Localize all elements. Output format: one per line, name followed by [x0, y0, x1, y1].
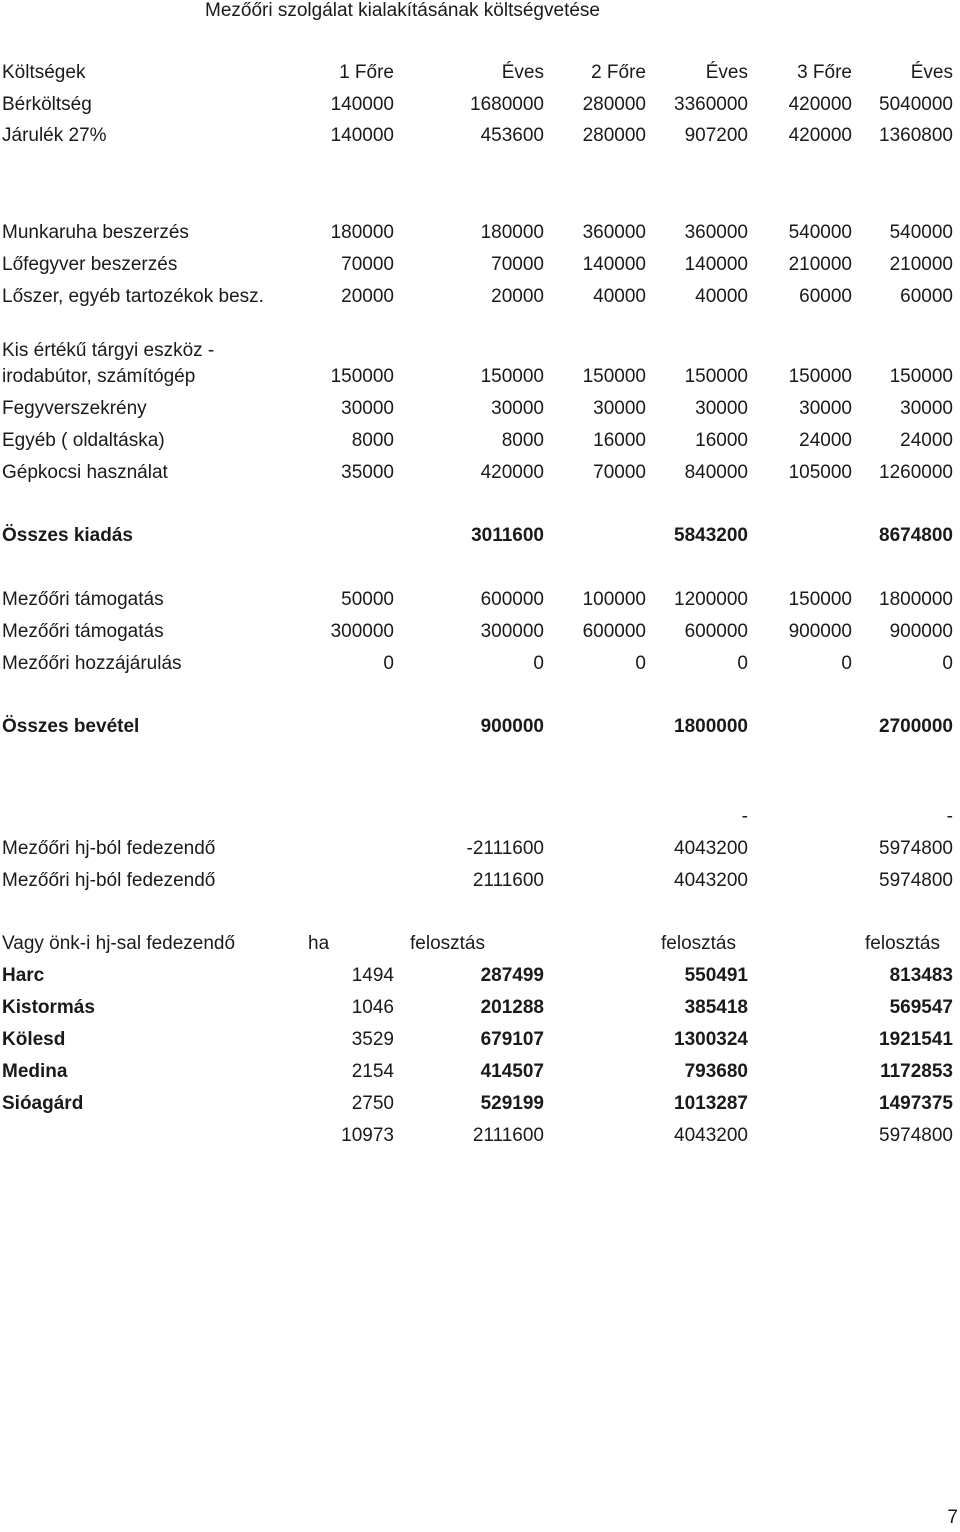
cell: 1046	[351, 997, 394, 1018]
cell: 907200	[684, 125, 748, 146]
table-row	[0, 1091, 960, 1117]
dash-row	[0, 804, 960, 830]
cell: 140000	[330, 125, 394, 146]
cell: 4043200	[674, 870, 748, 891]
header-cell: 1 Főre	[339, 62, 394, 83]
dash-mark: -	[741, 806, 748, 827]
cell: 2154	[351, 1061, 394, 1082]
cell: 1200000	[674, 589, 748, 610]
table-row	[0, 995, 960, 1021]
table-row	[0, 284, 960, 310]
cell: 529199	[480, 1093, 544, 1114]
cell: 5843200	[674, 525, 748, 546]
cell: 150000	[889, 366, 953, 387]
row-label: Harc	[2, 965, 45, 986]
total-income-row	[0, 714, 960, 740]
table-row	[0, 587, 960, 613]
cell: 0	[942, 653, 953, 674]
cell: 30000	[593, 398, 646, 419]
cell: 30000	[695, 398, 748, 419]
cell: 3011600	[471, 525, 544, 546]
cell: 2750	[351, 1093, 394, 1114]
row-label: Lőszer, egyéb tartozékok besz.	[2, 286, 264, 307]
cell: 180000	[330, 222, 394, 243]
table-header-row	[0, 60, 960, 86]
row-label: Lőfegyver beszerzés	[2, 254, 178, 275]
table-row	[0, 396, 960, 422]
cell: 16000	[695, 430, 748, 451]
cell: 4043200	[674, 1125, 748, 1146]
cell: 2111600	[472, 870, 544, 891]
table-row	[0, 1027, 960, 1053]
cell: 0	[841, 653, 852, 674]
cell: 280000	[582, 94, 646, 115]
table-row	[0, 651, 960, 677]
cell: 70000	[593, 462, 646, 483]
cell: 600000	[480, 589, 544, 610]
cell: 150000	[480, 366, 544, 387]
header-cell: Éves	[910, 62, 953, 83]
table-row	[0, 123, 960, 149]
cell: 360000	[684, 222, 748, 243]
cell: 50000	[341, 589, 394, 610]
header-cell: Költségek	[2, 62, 86, 83]
cell: 1800000	[674, 716, 748, 737]
cell: 210000	[889, 254, 953, 275]
cell: 287499	[480, 965, 544, 986]
row-label: Mezőőri hozzájárulás	[2, 653, 182, 674]
cell: 100000	[582, 589, 646, 610]
cell: 2111600	[472, 1125, 544, 1146]
table-row	[0, 619, 960, 645]
table-row	[0, 1059, 960, 1085]
cell: 385418	[684, 997, 748, 1018]
cell: 150000	[684, 366, 748, 387]
cell: 679107	[480, 1029, 544, 1050]
cell: 5040000	[879, 94, 953, 115]
row-label: Medina	[2, 1061, 68, 1082]
cell: 1497375	[879, 1093, 953, 1114]
cell: 180000	[480, 222, 544, 243]
cell: 30000	[799, 398, 852, 419]
cell: 900000	[889, 621, 953, 642]
row-label: Kölesd	[2, 1029, 66, 1050]
cell: 8000	[501, 430, 544, 451]
table-row	[0, 220, 960, 246]
row-label: Járulék 27%	[2, 125, 107, 146]
row-label: Sióagárd	[2, 1093, 84, 1114]
cell: 1013287	[674, 1093, 748, 1114]
cell: 5974800	[879, 1125, 953, 1146]
cell: 150000	[330, 366, 394, 387]
cell: 0	[533, 653, 544, 674]
cell: 210000	[788, 254, 852, 275]
cell: 30000	[491, 398, 544, 419]
cell: 3529	[351, 1029, 394, 1050]
cell: 20000	[341, 286, 394, 307]
cell: 150000	[582, 366, 646, 387]
cell: 1800000	[879, 589, 953, 610]
row-label: Munkaruha beszerzés	[2, 222, 189, 243]
row-label: Mezőőri hj-ból fedezendő	[2, 870, 216, 891]
cell: 1172853	[880, 1061, 953, 1082]
table-row	[0, 252, 960, 278]
cell: 35000	[341, 462, 394, 483]
cell: 1680000	[470, 94, 544, 115]
row-label: Gépkocsi használat	[2, 462, 168, 483]
row-label: Összes bevétel	[2, 716, 140, 737]
cell: 0	[635, 653, 646, 674]
cell: 70000	[491, 254, 544, 275]
cell: 300000	[330, 621, 394, 642]
header-cell: Éves	[705, 62, 748, 83]
cell: 24000	[900, 430, 953, 451]
table-row	[0, 92, 960, 118]
row-label-line2: irodabútor, számítógép	[2, 366, 196, 387]
row-label: Mezőőri támogatás	[2, 589, 164, 610]
cell: 420000	[788, 125, 852, 146]
cell: 40000	[593, 286, 646, 307]
cell: 1921541	[879, 1029, 953, 1050]
header-cell: 3 Főre	[797, 62, 852, 83]
cell: 600000	[684, 621, 748, 642]
header-cell: ha	[308, 933, 330, 954]
cell: 30000	[341, 398, 394, 419]
row-label: Fegyverszekrény	[2, 398, 147, 419]
cell: 70000	[341, 254, 394, 275]
cell: 793680	[684, 1061, 748, 1082]
header-cell: felosztás	[865, 933, 940, 954]
table-row	[0, 460, 960, 486]
cell: 453600	[480, 125, 544, 146]
row-label: Kistormás	[2, 997, 95, 1018]
cell: 2700000	[879, 716, 953, 737]
cell: 10973	[341, 1125, 394, 1146]
cell: 569547	[889, 997, 953, 1018]
cell: 1300324	[674, 1029, 748, 1050]
page-number: 7	[947, 1507, 958, 1528]
cell: 140000	[684, 254, 748, 275]
cell: 420000	[788, 94, 852, 115]
table-row	[0, 868, 960, 894]
cell: 360000	[582, 222, 646, 243]
cell: 900000	[788, 621, 852, 642]
table-row	[0, 340, 960, 390]
cell: 5974800	[879, 838, 953, 859]
cell: 201288	[480, 997, 544, 1018]
cell: 8674800	[879, 525, 953, 546]
total-expense-row	[0, 523, 960, 549]
cell: 1360800	[879, 125, 953, 146]
page-title: Mezőőri szolgálat kialakításának költségvetése	[205, 0, 600, 21]
header-cell: 2 Főre	[591, 62, 646, 83]
header-cell: Éves	[501, 62, 544, 83]
cell: 1260000	[879, 462, 953, 483]
cell: 1494	[351, 965, 394, 986]
cell: 60000	[799, 286, 852, 307]
cell: 30000	[900, 398, 953, 419]
row-label: Mezőőri támogatás	[2, 621, 164, 642]
row-label: Vagy önk-i hj-sal fedezendő	[2, 933, 236, 954]
cell: 600000	[582, 621, 646, 642]
cell: 105000	[788, 462, 852, 483]
row-label: Mezőőri hj-ból fedezendő	[2, 838, 216, 859]
table-row	[0, 836, 960, 862]
cell: 280000	[582, 125, 646, 146]
cell: 16000	[593, 430, 646, 451]
row-label: Bérköltség	[2, 94, 92, 115]
cell: 140000	[330, 94, 394, 115]
cell: 24000	[799, 430, 852, 451]
cell: 4043200	[674, 838, 748, 859]
cell: 60000	[900, 286, 953, 307]
cell: 150000	[788, 366, 852, 387]
header-cell: felosztás	[410, 933, 485, 954]
cell: -2111600	[466, 838, 544, 859]
dash-mark: -	[946, 806, 953, 827]
cell: 813483	[889, 965, 953, 986]
cell: 540000	[889, 222, 953, 243]
cell: 8000	[351, 430, 394, 451]
row-label: Kis értékű tárgyi eszköz -	[2, 340, 215, 361]
cell: 3360000	[674, 94, 748, 115]
cell: 420000	[480, 462, 544, 483]
cell: 0	[383, 653, 394, 674]
distribution-header-row	[0, 931, 960, 957]
cell: 300000	[480, 621, 544, 642]
table-row	[0, 428, 960, 454]
distribution-total-row	[0, 1123, 960, 1149]
cell: 0	[737, 653, 748, 674]
cell: 140000	[582, 254, 646, 275]
row-label: Egyéb ( oldaltáska)	[2, 430, 165, 451]
cell: 414507	[480, 1061, 544, 1082]
cell: 5974800	[879, 870, 953, 891]
cell: 20000	[491, 286, 544, 307]
cell: 840000	[684, 462, 748, 483]
cell: 150000	[788, 589, 852, 610]
table-row	[0, 963, 960, 989]
cell: 550491	[684, 965, 748, 986]
cell: 900000	[480, 716, 544, 737]
header-cell: felosztás	[661, 933, 736, 954]
row-label: Összes kiadás	[2, 525, 133, 546]
cell: 540000	[788, 222, 852, 243]
cell: 40000	[695, 286, 748, 307]
